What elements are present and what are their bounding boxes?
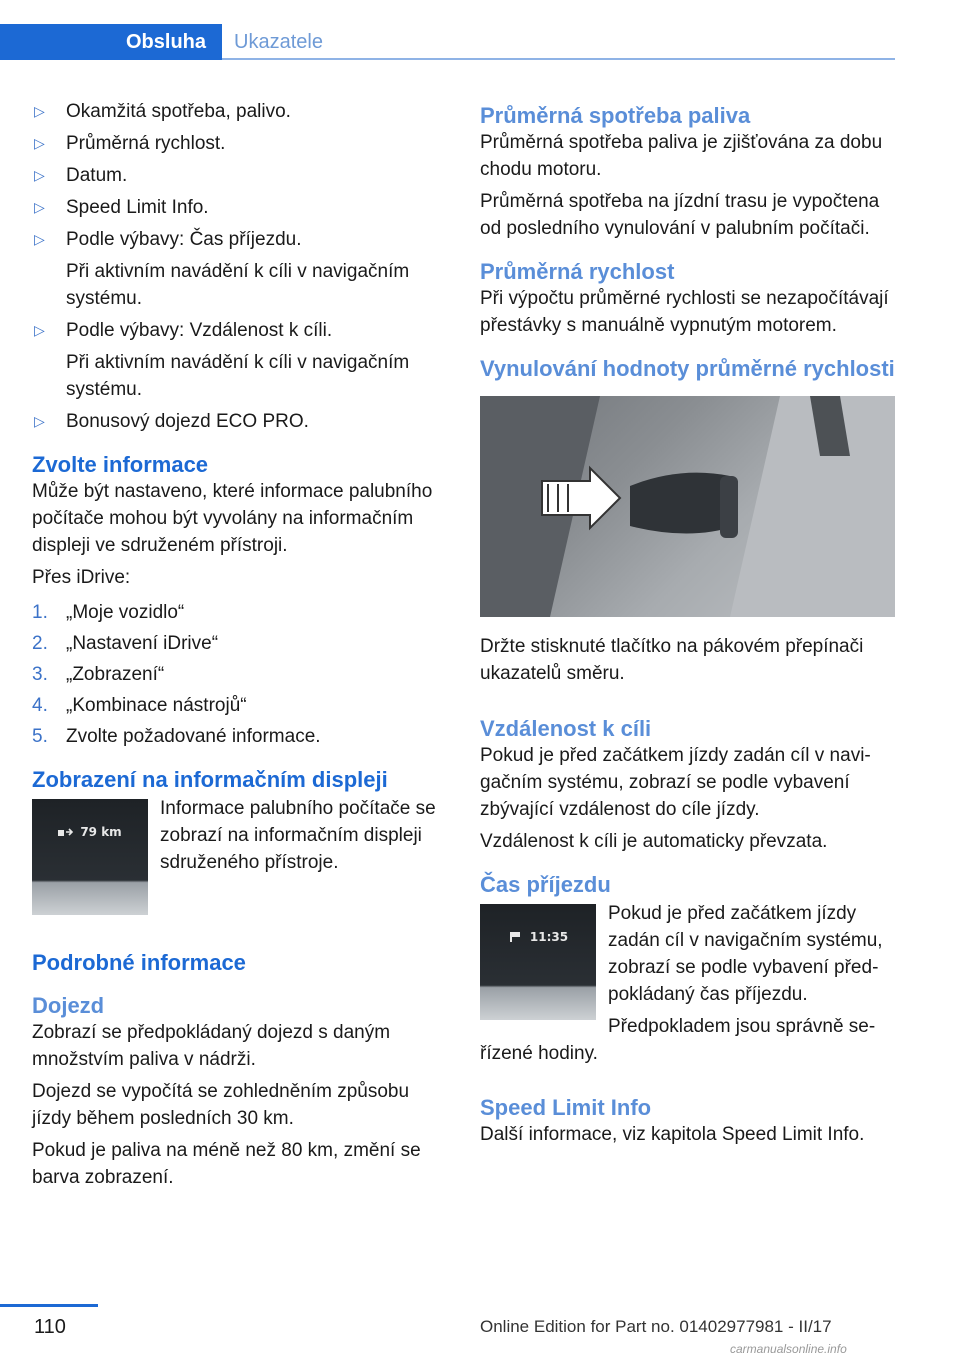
footer-accent-line	[0, 1304, 98, 1307]
list-item-text: Podle výbavy: Vzdálenost k cíli. Při aktivním navádění k cíli v navigačním systému.	[66, 320, 410, 400]
header-tabs	[0, 24, 895, 62]
avg-fuel-text-1: Průměrná spotřeba paliva je zjišťována za dobu chodu motoru.	[480, 132, 883, 180]
arrival-text-1: Pokud je před začátkem jízdy zadán cíl v navigačním systému, zobrazí se podle vybavení předpokládaný čas příjezdu.	[608, 903, 883, 1005]
range-display-image	[32, 799, 148, 915]
step-number: 1.	[32, 602, 48, 623]
heading-arrival: Čas příjezdu	[480, 872, 611, 897]
bullet-triangle-icon: ▷	[34, 231, 45, 247]
list-item	[32, 162, 447, 189]
range-text-3: Pokud je paliva na méně než 80 km, změní se barva zobrazení.	[32, 1140, 421, 1188]
watermark: carmanualsonline.info	[730, 1342, 847, 1356]
step-number: 2.	[32, 633, 48, 654]
fuel-range-icon	[58, 827, 74, 837]
range-text-2: Dojezd se vypočítá se zohledněním způsobu jízdy během posledních 30 km.	[32, 1081, 410, 1129]
display-text: Informace palubního počítače se zobrazí na informačním displeji sdruženého přístroje.	[160, 798, 436, 873]
right-column	[480, 98, 895, 1153]
avg-speed-text: Při výpočtu průměrné rychlosti se nezapočítávají přestávky s manuálně vypnutým motorem.	[480, 288, 889, 336]
step-number: 5.	[32, 726, 48, 747]
step-item	[32, 692, 447, 719]
list-item	[32, 408, 447, 435]
bullet-triangle-icon: ▷	[34, 167, 45, 183]
distance-text-2: Vzdálenost k cíli je automaticky převzata.	[480, 831, 828, 852]
step-text: Zvolte požadované informace.	[66, 726, 321, 747]
heading-distance: Vzdálenost k cíli	[480, 716, 652, 741]
arrival-section	[480, 900, 895, 1072]
list-item-text: Bonusový dojezd ECO PRO.	[66, 411, 309, 432]
list-item	[32, 130, 447, 157]
bullet-triangle-icon: ▷	[34, 135, 45, 151]
list-item	[32, 317, 447, 403]
list-item-text: Okamžitá spotřeba, palivo.	[66, 101, 291, 122]
step-item	[32, 723, 447, 750]
step-number: 4.	[32, 695, 48, 716]
lever-illustration	[480, 396, 895, 617]
step-text: „Zobrazení“	[66, 664, 165, 685]
range-text-1: Zobrazí se předpokládaný dojezd s daným množstvím paliva v nádrži.	[32, 1022, 391, 1070]
heading-range: Dojezd	[32, 993, 105, 1018]
list-item	[32, 226, 447, 312]
edition-info: Online Edition for Part no. 01402977981 - II/17	[480, 1317, 832, 1336]
list-item-text: Datum.	[66, 165, 128, 186]
select-info-text: Může být nastaveno, které informace palubního počítače mohou být vyvolány na informačním displeji ve sdruženém přístroji.	[32, 481, 433, 556]
step-text: „Moje vozidlo“	[66, 602, 185, 623]
display-section	[32, 795, 447, 923]
distance-text-1: Pokud je před začátkem jízdy zadán cíl v navigačním systému, zobrazí se podle vybavení zbývající vzdálenost do cíle jízdy.	[480, 745, 871, 820]
arrival-value: 11:35	[529, 930, 569, 944]
turn-signal-lever-photo	[480, 396, 895, 617]
step-list	[32, 599, 447, 750]
tab-obsluha[interactable]: Obsluha	[0, 24, 222, 60]
list-item	[32, 98, 447, 125]
avg-fuel-text-2: Průměrná spotřeba na jízdní trasu je vypočtena od posledního vynulování v palubním počítači.	[480, 191, 880, 239]
heading-detail: Podrobné informace	[32, 950, 246, 975]
feature-list	[32, 98, 447, 435]
bullet-triangle-icon: ▷	[34, 413, 45, 429]
left-column	[32, 98, 447, 1196]
page-number: 110	[34, 1316, 66, 1338]
range-value: 79 km	[80, 825, 122, 839]
list-item-text: Speed Limit Info.	[66, 197, 209, 218]
heading-avg-fuel: Průměrná spotřeba paliva	[480, 103, 751, 128]
range-readout	[32, 825, 148, 839]
bullet-triangle-icon: ▷	[34, 103, 45, 119]
heading-reset: Vynulování hodnoty průměrné rychlosti	[480, 356, 895, 381]
step-text: „Kombinace nástrojů“	[66, 695, 247, 716]
step-item	[32, 630, 447, 657]
heading-display: Zobrazení na informačním displeji	[32, 767, 388, 792]
heading-speed-limit: Speed Limit Info	[480, 1095, 652, 1120]
list-item-text: Podle výbavy: Čas příjezdu. Při aktivním navádění k cíli v navigačním systému.	[66, 229, 410, 309]
step-number: 3.	[32, 664, 48, 685]
speed-limit-text: Další informace, viz kapitola Speed Limit Info.	[480, 1124, 865, 1145]
heading-avg-speed: Průměrná rychlost	[480, 259, 675, 284]
destination-flag-icon	[508, 932, 524, 942]
step-item	[32, 661, 447, 688]
arrival-display-image	[480, 904, 596, 1020]
heading-select-info: Zvolte informace	[32, 452, 209, 477]
list-item-text: Průměrná rychlost.	[66, 133, 226, 154]
reset-text: Držte stisknuté tlačítko na pákovém přepínači ukazatelů směru.	[480, 636, 864, 684]
tab-ukazatele[interactable]: Ukazatele	[234, 30, 323, 53]
tab-underline	[222, 58, 895, 60]
bullet-triangle-icon: ▷	[34, 199, 45, 215]
idrive-label: Přes iDrive:	[32, 567, 131, 588]
step-item	[32, 599, 447, 626]
bullet-triangle-icon: ▷	[34, 322, 45, 338]
step-text: „Nastavení iDrive“	[66, 633, 219, 654]
list-item	[32, 194, 447, 221]
arrival-readout	[480, 930, 596, 944]
arrival-text-2: Předpokladem jsou správně seřízené hodiny.	[480, 1016, 876, 1064]
